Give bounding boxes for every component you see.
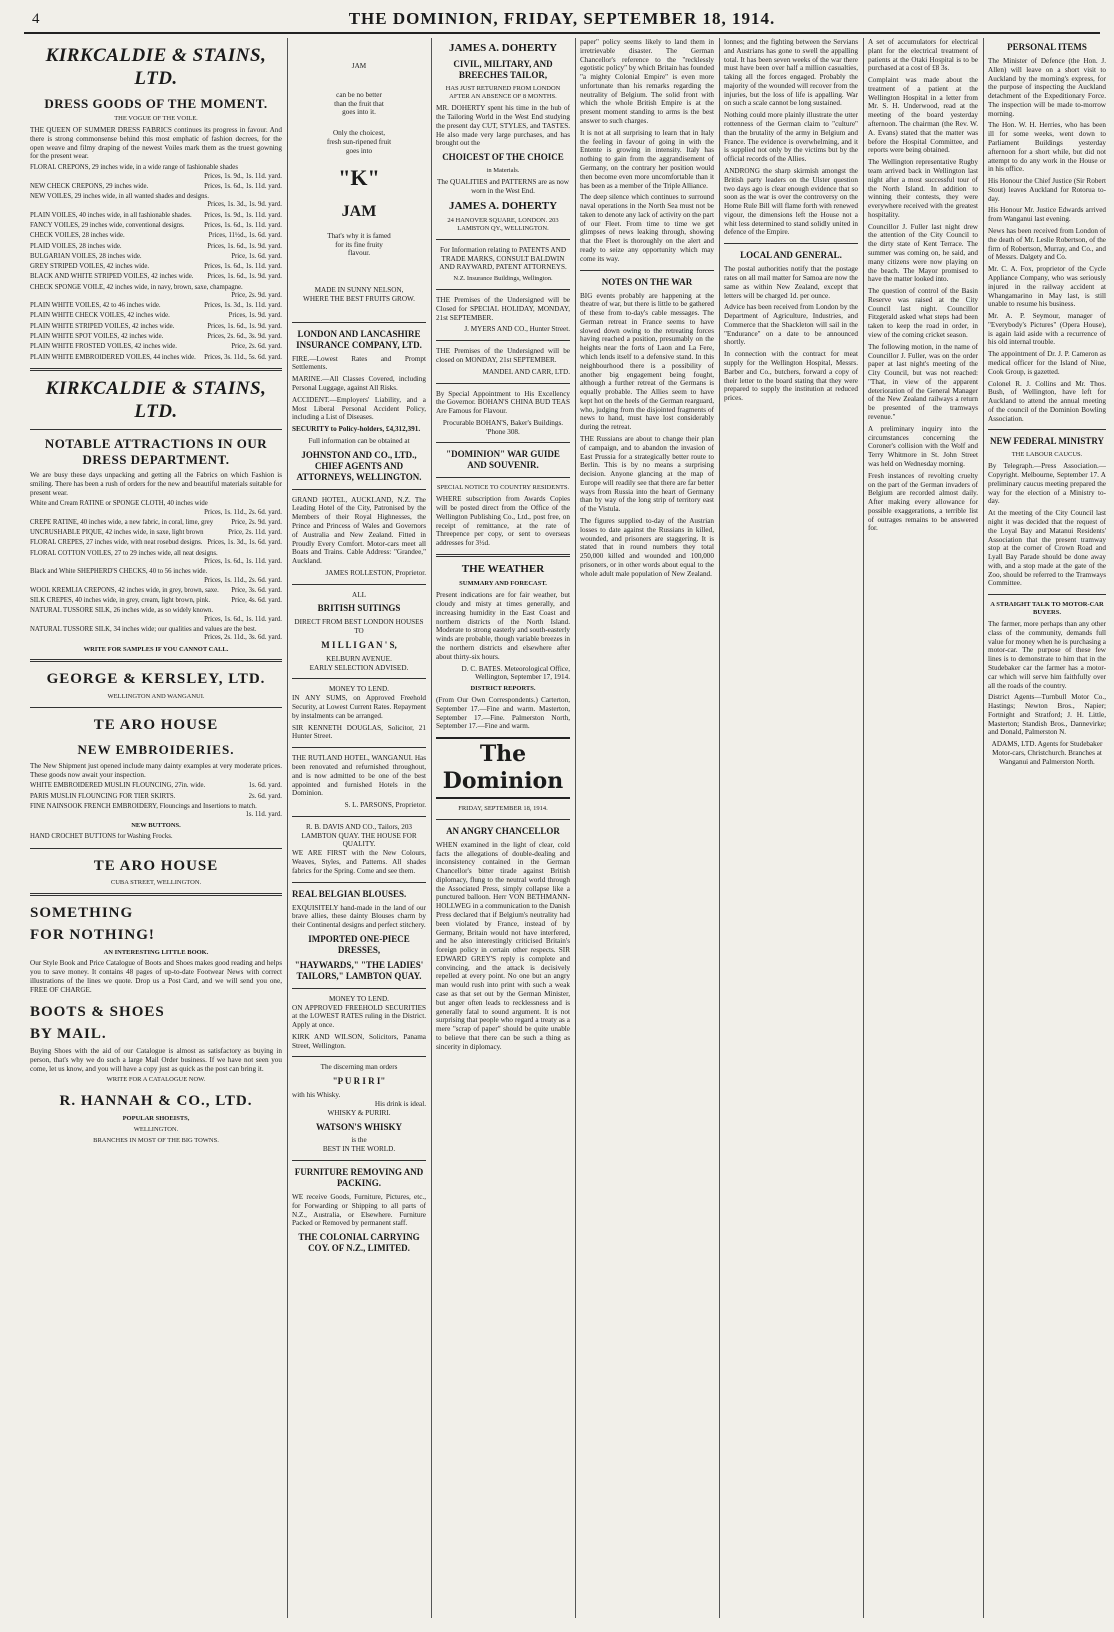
article-paragraph: Colonel R. J. Collins and Mr. Thos. Bush, of Wellington, have left for Auckland to attend the annual meeting of the council of the Dominion Bowling Association.: [988, 379, 1106, 423]
weather-text: Present indications are for fair weather, but cloudy and misty at times generally, and increasing humidity in the East Coast and northern districts of the North Island. Moderate to strong easterly and south-easterly winds are probable, though variable breezes in the northern districts and elsewhere after about thirty-six hours.: [436, 591, 570, 661]
price-item: PARIS MUSLIN FLOUNCING FOR TIER SKIRTS. 2s. 6d. yard.: [30, 792, 282, 800]
ad-address: 24 HANOVER SQUARE, LONDON. 203 LAMBTON QY., WELLINGTON.: [447, 216, 559, 232]
price-item: NATURAL TUSSORE SILK, 34 inches wide; our qualities and values are the best. Prices, 2s. 11d., 3s. 6d. yard.: [30, 625, 282, 642]
price-item: WOOL KREMLIA CREPONS, 42 inches wide, in grey, brown, saxe. Price, 3s. 6d. yard.: [30, 586, 282, 594]
ad-heading: "DOMINION" WAR GUIDE AND SOUVENIR.: [446, 449, 560, 471]
ad-signature: KIRK AND WILSON, Solicitors, Panama Street, Wellington.: [292, 1032, 426, 1050]
ad-subheading: AN INTERESTING LITTLE BOOK.: [103, 948, 209, 956]
price-item: PLAIN WHITE FROSTED VOILES, 42 inches wide. Price, 2s. 6d. yard.: [30, 343, 282, 351]
firm-subtitle: POPULAR SHOEISTS,: [122, 1114, 190, 1122]
column-1-advertisements: [30, 38, 282, 1618]
divider: [724, 243, 858, 244]
ad-heading: WATSON'S WHISKY: [316, 1121, 402, 1132]
section-heading: NEW FEDERAL MINISTRY: [989, 436, 1105, 447]
ad-text: FIRE.—Lowest Rates and Prompt Settlements.: [292, 354, 426, 372]
divider: [292, 322, 426, 323]
article-paragraph: The question of control of the Basin Reserve was raised at the City Council last night. Councillor Fitzgerald asked what steps had been taken to keep the road in order, in view of the coming cricket season.: [868, 287, 978, 339]
ad-text: MARINE.—All Classes Covered, including Personal Luggage, against All Risks.: [292, 375, 426, 392]
editorial-text: WHEN examined in the light of clear, cold facts the allegations of double-dealing and inconsistency contained in the German Chancellor's bitter tirade against British diplomacy, flung to the neutral world through the Associated Press, simply collapse like a punctured balloon. Herr VON BETHMANN-HOLLWEG in a communication to the Danish Press declared that if Belgium's neutrality had been violated by France, instead of by Germany, Britain would not have interfered, and he also interestingly criticised Britain's foreign policy in certain other respects. SIR EDWARD GREY'S reply is complete and convincing, and the attack is decisively repelled at every point. No one but an angry man would rush into print with such a weak case as that set out by the German Minister, but anger often leads to recklessness and is generally fatal to sound argument. It is not surprising that people who regard a treaty as a mere "scrap of paper" should be quite unable to believe that there can be such a thing as sincerity in diplomacy.: [436, 840, 570, 1051]
ad-text: Our Style Book and Price Catalogue of Boots and Shoes makes good reading and helps you to save money. It contains 48 pages of up-to-date Footwear News with correct illustrations of the lines we quote. Drop us a Post Card, and we will send you one, FREE OF CHARGE.: [30, 959, 282, 994]
ad-line: ALL: [352, 590, 366, 599]
ad-line: is the: [351, 1136, 367, 1145]
article-paragraph: Mr. A. P. Seymour, manager of "Everybody's Pictures" (Opera House), is again laid aside with a recurrence of his old internal trouble.: [988, 312, 1106, 347]
article-paragraph: THE Russians are about to change their plan of campaign, and to abandon the invasion of East Prussia for a strategically better route to Berlin. This is by no means a surprising decision. Anyone glancing at the map of Europe will readily see that there are far better ways from Russia into the heart of Germany than by way of the long strip of territory east of the Vistula.: [580, 435, 714, 514]
ad-text: WE receive Goods, Furniture, Pictures, etc., for Forwarding or Shipping to all parts of N.Z., Australia, or Elsewhere. Furniture Packed or Removed by permanent staff.: [292, 1192, 426, 1228]
divider: [30, 429, 282, 430]
divider: [436, 477, 570, 478]
article-paragraph: Complaint was made about the treatment of a patient at the Wellington Hospital in a letter from Mr. S. H. Underwood, read at the meeting of the board yesterday afternoon. The chairman (the Rev. W. A. Evans) stated that the matter was before the Hospital Committee, and reports were being obtained.: [868, 76, 978, 155]
jam-ad-line: can be no better: [336, 90, 382, 99]
article-paragraph: The appointment of Dr. J. P. Cameron as medical officer for the Island of Niue, Cook Group, is gazetted.: [988, 350, 1106, 376]
divider: [436, 340, 570, 341]
jam-ad-line: That's why it is famed: [327, 231, 391, 240]
divider: [30, 707, 282, 708]
ad-line: KELBURN AVENUE.: [326, 654, 392, 663]
ad-signature: S. L. PARSONS, Proprietor.: [344, 801, 426, 810]
article-paragraph: BIG events probably are happening at the theatre of war, but there is little to be gathered of these from to-day's cable messages. The German retreat in France seems to have slowed down owing to the retreating forces having reached a position, presumably on the heights near the forts of Laon and La Fere, which lends itself to a defensive stand. In this neighbourhood there is a possibility of another big engagement being fought, although a further retreat of the Germans is equally probable. The Allies seem to have kept hot on the heels of the German rearguard, who, judging from the disjointed fragments of news to hand, must have lost considerably during the retreat.: [580, 291, 714, 432]
ad-subheading: NEW BUTTONS.: [131, 822, 181, 830]
column-5: [724, 38, 858, 1618]
ad-heading: NEW EMBROIDERIES.: [77, 741, 235, 757]
ad-heading: SOMETHING: [30, 904, 134, 921]
ad-heading: NOTABLE ATTRACTIONS IN OUR DRESS DEPARTMENT.: [44, 436, 268, 468]
jam-word: JAM: [341, 203, 377, 221]
ad-text: IN ANY SUMS, on Approved Freehold Security, at Lowest Current Rates. Repayment by instalments can be arranged.: [292, 694, 426, 720]
column-rule: [719, 38, 720, 1618]
price-item: HAND CROCHET BUTTONS for Washing Frocks.: [30, 833, 173, 841]
divider: [292, 747, 426, 748]
ad-subheading: HAS JUST RETURNED FROM LONDON AFTER AN ABSENCE OF 8 MONTHS.: [445, 85, 561, 101]
ad-heading: R. B. DAVIS AND CO., Tailors, 203 LAMBTON QUAY. THE HOUSE FOR QUALITY.: [301, 822, 417, 849]
section-heading: LOCAL AND GENERAL.: [740, 250, 842, 261]
ad-signature: ADAMS, LTD. Agents for Studebaker Motor-cars, Christchurch. Branches at Wanganui and Palmerston North.: [991, 740, 1103, 766]
section-heading: NOTES ON THE WAR: [601, 276, 693, 287]
ad-text: Full information can be obtained at: [308, 436, 410, 445]
divider: [988, 594, 1106, 595]
divider: [436, 239, 570, 240]
ad-address: Procurable BOHAN'S, Baker's Buildings. 'Phone 308.: [442, 418, 564, 436]
article-paragraph: The Minister of Defence (the Hon. J. Allen) will leave on a short visit to Auckland by the morning's express, for the purpose of inspecting the Auckland detachment of the Expeditionary Force. The inspection will be made to-morrow morning.: [988, 56, 1106, 118]
price-item: CREPE RATINE, 40 inches wide, a new fabric, in coral, lime, grey Price, 2s. 9d. yard.: [30, 518, 282, 526]
divider: [292, 489, 426, 490]
ad-line: in Materials.: [486, 167, 520, 175]
firm-location: WELLINGTON AND WANGANUI.: [107, 692, 205, 700]
price-item: CHECK SPONGE VOILE, 42 inches wide, in navy, brown, saxe, champagne. Price, 2s. 9d. yard.: [30, 283, 282, 299]
column-4: [580, 38, 714, 1618]
divider: [292, 816, 426, 817]
column-rule: [863, 38, 864, 1618]
ad-line: BEST IN THE WORLD.: [322, 1145, 396, 1154]
ad-heading: MONEY TO LEND.: [329, 994, 389, 1003]
ad-heading: REAL BELGIAN BLOUSES.: [292, 888, 407, 899]
ad-subheading: CIVIL, MILITARY, AND BREECHES TAILOR,: [453, 59, 553, 81]
ad-heading: FOR NOTHING!: [30, 927, 155, 944]
divider: [580, 270, 714, 271]
section-subheading: THE LABOUR CAUCUS.: [1011, 451, 1083, 459]
ad-text: MR. DOHERTY spent his time in the hub of the Tailoring World in the West End studying the present day CUT, STYLES, and TASTES. He also made very large purchases, and has brought out the: [436, 104, 570, 148]
ad-address: N.Z. Insurance Buildings, Wellington.: [453, 275, 553, 283]
notice-text: THE Premises of the Undersigned will be closed on MONDAY, 21st SEPTEMBER.: [436, 347, 570, 364]
ad-line: EARLY SELECTION ADVISED.: [309, 663, 409, 672]
jam-brand: "K": [338, 165, 380, 191]
price-item: FLORAL CREPES, 27 inches wide, with neat rosebud designs. Prices, 1s. 3d., 1s. 6d. yard.: [30, 539, 282, 547]
divider: [30, 893, 282, 896]
article-paragraph: The deep silence which continues to surround naval operations in the North Sea must not be taken to denote any lack of activity on the part of our Fleet. From time to time we get glimpses of news leaking through, showing that the Fleet is thoroughly on the alert and ready to seize any opportunity which may come its way.: [580, 193, 714, 263]
price-item: SILK CREPES, 40 inches wide, in grey, cream, light brown, pink. Price, 4s. 6d. yard.: [30, 597, 282, 605]
article-paragraph: By Telegraph.—Press Association.—Copyright. Melbourne, September 17. A preliminary caucus meeting prepared the way for the election of a Ministry to-day.: [988, 462, 1106, 506]
notice-signature: J. MYERS AND CO., Hunter Street.: [464, 325, 570, 334]
ad-text: ACCIDENT.—Employers' Liability, and a Most Liberal Personal Accident Policy, including a List of Diseases.: [292, 395, 426, 422]
divider: [292, 882, 426, 883]
price-item: NATURAL TUSSORE SILK, 26 inches wide, as so widely known. Prices, 1s. 6d., 1s. 11d. yard.: [30, 607, 282, 623]
notice-text: THE Premises of the Undersigned will be Closed for SPECIAL HOLIDAY, MONDAY, 21st SEPTEMBER.: [436, 296, 570, 322]
ad-intro: We are busy these days unpacking and getting all the Fabrics on which Fashion is smiling. There has been a rush of orders for the new and beautiful materials suitable for present wear.: [30, 470, 282, 497]
divider: [30, 848, 282, 849]
ad-call-to-action: WRITE FOR SAMPLES IF YOU CANNOT CALL.: [83, 645, 229, 653]
price-item: FLORAL COTTON VOILES, 27 to 29 inches wide, all neat designs. Prices, 1s. 6d., 1s. 11d. yard.: [30, 549, 282, 565]
firm-location: WELLINGTON.: [133, 1125, 179, 1133]
divider: [436, 383, 570, 384]
column-7: [988, 38, 1106, 1618]
ad-heading: IMPORTED ONE-PIECE DRESSES,: [308, 933, 410, 955]
article-paragraph: Nothing could more plainly illustrate the utter rottenness of the German claim to "culture" than the brutality of the army in Belgium and France. The evidence is overwhelming, and it is supplied not only by the victims but by the official records of the Allies.: [724, 111, 858, 164]
column-2-advertisements: [292, 38, 426, 1618]
ad-text: THE RUTLAND HOTEL, WANGANUI. Has been renovated and refurnished throughout, and is now admitted to be one of the best appointed and furnished Hotels in the Dominion.: [292, 754, 426, 798]
ad-signature: SIR KENNETH DOUGLAS, Solicitor, 21 Hunter Street.: [292, 723, 426, 741]
jam-ad-line: flavour.: [347, 249, 371, 258]
ad-heading: BOOTS & SHOES: [30, 1003, 165, 1020]
ad-line: WHISKY & PURIRI.: [327, 1108, 391, 1117]
price-item: FANCY VOILES, 29 inches wide, conventional designs. Prices, 1s. 6d., 1s. 11d. yard.: [30, 221, 282, 229]
article-paragraph: lonnes; and the fighting between the Servians and Austrians has gone to swell the appalling total. It has been seven weeks of the war there must have been over half a million casualties, taking all the forces engaged. Probably the majority of the wounded will recover from the injuries, but the loss of life is appalling. War on such a scale cannot be long sustained.: [724, 38, 858, 108]
price-item: FINE NAINSOOK FRENCH EMBROIDERY, Flouncings and Insertions to match. 1s. 11d. yard.: [30, 802, 282, 819]
jam-ad-line: for its fine fruity: [335, 240, 383, 249]
firm-name: KIRKCALDIE & STAINS, LTD.: [45, 45, 267, 90]
ad-heading: THE COLONIAL CARRYING COY. OF N.Z., LIMITED.: [298, 1232, 420, 1254]
divider: [30, 659, 282, 662]
notice-signature: MANDEL AND CARR, LTD.: [482, 367, 570, 376]
divider: [292, 1160, 426, 1161]
section-subheading: SUMMARY AND FORECAST.: [459, 580, 547, 588]
ad-heading: M I L L I G A N ' S,: [321, 639, 397, 650]
column-rule: [431, 38, 432, 1618]
price-item: PLAIN VOILES, 40 inches wide, in all fashionable shades. Prices, 1s. 9d., 1s. 11d. yard.: [30, 211, 282, 219]
firm-name: GEORGE & KERSLEY, LTD.: [46, 671, 266, 688]
jam-ad-line: goes into it.: [342, 108, 376, 117]
article-paragraph: The postal authorities notify that the postage rates on all mail matter for Samoa are now the same as within New Zealand, except that letters will be charged 1d. per ounce.: [724, 265, 858, 300]
ad-text: Buying Shoes with the aid of our Catalogue is almost as satisfactory as buying in person, that's why we do such a large Mail Order business. If we have not seen you come, let us know, and you will have a copy just as quick as the post can bring it.: [30, 1047, 282, 1073]
price-item: BLACK AND WHITE STRIPED VOILES, 42 inches wide. Prices, 1s. 6d., 1s. 9d. yard.: [30, 273, 282, 281]
ad-heading: FURNITURE REMOVING AND PACKING.: [294, 1167, 424, 1188]
price-item: Black and White SHEPHERD'S CHECKS, 40 to 56 inches wide. Prices, 1s. 11d., 2s. 6d. yard.: [30, 568, 282, 584]
price-item: PLAIN WHITE VOILES, 42 to 46 inches wide. Prices, 1s. 3d., 1s. 11d. yard.: [30, 302, 282, 310]
ad-heading: "HAYWARDS," "THE LADIES' TAILORS," LAMBTON QUAY.: [294, 959, 424, 981]
article-paragraph: In connection with the contract for meat supply for the Wellington Hospital, Messrs. Barber and Co., butchers, forward a copy of their letter to the board stating that they were prepared to supply the institution at reduced prices.: [724, 350, 858, 403]
article-paragraph: At the meeting of the City Council last night it was decided that the request of the Loyal Bay and Matanui Residents' Association that the present tramway stop at the corner of Crown Road and Lyall Bay Parade should be done away with, and a stop made at the gate of the Zoo, should be referred to the Tramways Committee.: [988, 509, 1106, 588]
ad-heading: DRESS GOODS OF THE MOMENT.: [44, 96, 268, 112]
masthead: [24, 8, 1100, 34]
price-item: PLAID VOILES, 28 inches wide. Prices, 1s. 6d., 1s. 9d. yard.: [30, 242, 282, 250]
divider: [436, 442, 570, 443]
article-paragraph: The following motion, in the name of Councillor J. Fuller, was on the order paper at last night's meeting of the City Council, but was not reached: "That, in view of the apparent deterioration of the General Manager of the New Zealand railways a return be presented of the tramways revenue.": [868, 342, 978, 422]
newspaper-page: [4, 4, 1110, 1624]
ad-heading: JAMES A. DOHERTY: [448, 42, 558, 54]
ad-heading: MONEY TO LEND.: [329, 685, 389, 694]
column-rule: [287, 38, 288, 1618]
ad-text: EXQUISITELY hand-made in the land of our brave allies, these dainty Blouses charm by their Continental designs and perfect stitchery.: [292, 903, 426, 930]
ad-intro: THE QUEEN OF SUMMER DRESS FABRICS continues its progress in favour. And there is strong commonsense behind this most emphatic of fashion decrees, for the open weave and filmy draping of the newest Voiles mark them as the truest gowning for the present wear.: [30, 126, 282, 161]
ad-text: The farmer, more perhaps than any other class of the community, demands full value for money when he is purchasing a motor-car. The purpose of these few lines is to demonstrate to him that in the Studebaker car the farmer has a motor-car which will serve him faithfully over all the roads of the country.: [988, 620, 1106, 690]
ad-line: The discerning man orders: [320, 1063, 398, 1072]
ad-line: with his Whisky.: [292, 1091, 341, 1100]
ad-heading: LONDON AND LANCASHIRE INSURANCE COMPANY, LTD.: [296, 328, 422, 350]
newspaper-title: THE DOMINION, FRIDAY, SEPTEMBER 18, 1914.: [348, 9, 776, 28]
firm-location: CUBA STREET, WELLINGTON.: [110, 878, 202, 886]
jam-ad-line: fresh sun-ripened fruit: [326, 137, 392, 146]
editorial-title: AN ANGRY CHANCELLOR: [446, 825, 560, 836]
article-paragraph: The figures supplied to-day of the Austrian losses to date against the Russians in killed, wounded, and prisoners are staggering. It is stated that in round numbers they total 250,000 killed and wounded and 100,000 prisoners, or in other words about equal to the whole adult male population of New Zealand.: [580, 517, 714, 578]
article-paragraph: The Hon. W. H. Herries, who has been ill for some weeks, went down to Parliament Buildings yesterday afternoon for a short while, but did not attempt to do any work in the House or in his office.: [988, 121, 1106, 174]
jam-ad-line: Only the choicest,: [332, 129, 386, 138]
article-paragraph: It is not at all surprising to learn that in Italy the feeling in favour of going in with the Entente is growing in intensity. Italy has nothing to gain from the aggrandisement of Germany, on the contrary her position would then become even more uncomfortable than it has been as a member of the Triple Alliance.: [580, 128, 714, 190]
article-paragraph: His Honour the Chief Justice (Sir Robert Stout) leaves Auckland for Rotorua to-day.: [988, 177, 1106, 203]
price-item: GREY STRIPED VOILES, 42 inches wide. Prices, 1s. 6d., 1s. 11d. yard.: [30, 263, 282, 271]
ad-heading: BRITISH SUITINGS: [317, 603, 401, 614]
jam-ad-line: goes into: [345, 146, 373, 155]
column-6: [868, 38, 978, 1618]
firm-name: KIRKCALDIE & STAINS, LTD.: [45, 377, 267, 423]
article-paragraph: ANDRONG the sharp skirmish amongst the British party leaders on the Ulster question two days ago is clear enough evidence that so soon as the war is over the controversy on the Home Rule Bill will flame forth with renewed vigour, the dimensions left the House not a whit less determined to stand solidly united in defence of the Empire.: [724, 166, 858, 237]
price-item: WHITE EMBROIDERED MUSLIN FLOUNCING, 27in. wide. 1s. 6d. yard.: [30, 782, 282, 790]
jam-ad-line: than the fruit that: [334, 99, 384, 108]
page-number: 4: [32, 11, 40, 27]
article-paragraph: His Honour Mr. Justice Edwards arrived from Wanganui last evening.: [988, 206, 1106, 224]
divider: [30, 368, 282, 371]
article-paragraph: Mr. C. A. Fox, proprietor of the Cycle Appliance Company, who was seriously injured in the railway accident at Whangamarino in May last, is still unable to resume his business.: [988, 265, 1106, 309]
price-item: NEW CHECK CREPONS, 29 inches wide. Prices, 1s. 6d., 1s. 11d. yard.: [30, 182, 282, 190]
price-list: [30, 164, 282, 362]
ad-text: SECURITY to Policy-holders, £4,312,391.: [292, 425, 421, 434]
jam-ad-line: JAM: [351, 62, 367, 70]
article-paragraph: A preliminary inquiry into the circumstances concerning the Coroner's collision with the Wolf and Terry Whitmore in St. John Street was held on Wednesday morning.: [868, 424, 978, 468]
ad-line: DIRECT FROM BEST LONDON HOUSES TO: [294, 618, 424, 636]
divider: [292, 678, 426, 679]
firm-name: TE ARO HOUSE: [93, 716, 219, 733]
ad-heading: JAMES A. DOHERTY: [448, 199, 558, 212]
column-3: [436, 38, 570, 1618]
divider: [292, 988, 426, 989]
price-item: NEW VOILES, 29 inches wide, in all wanted shades and designs. Prices, 1s. 3d., 1s. 9d. yard.: [30, 193, 282, 209]
ad-text: District Agents—Turnbull Motor Co., Hastings; Newton Bros., Napier; Fortnight and Stratford; J. H. Little, Masterton; Standish Bros., Dannevirke; and Donald, Palmerston N.: [988, 693, 1106, 737]
ad-text: GRAND HOTEL, AUCKLAND, N.Z. The Leading Hotel of the City, Patronised by the Members of their Royal Highnesses, the Prince and Princess of Wales and Governors of Australia and New Zealand. Fitted in Proudly Every Comfort. Motor-cars meet all Boats and Trains. Cable Address: "Grandee," Auckland.: [292, 495, 426, 566]
section-subheading: DISTRICT REPORTS.: [470, 685, 536, 693]
firm-branches: BRANCHES IN MOST OF THE BIG TOWNS.: [93, 1136, 219, 1144]
ad-text: WE ARE FIRST with the New Colours, Weaves, Styles, and Patterns. All shades fabrics for the Spring. Come and see them.: [292, 849, 426, 875]
divider: [988, 429, 1106, 430]
ad-heading: BY MAIL.: [30, 1025, 107, 1042]
notice-text: WHERE subscription from Awards Copies will be posted direct from the Office of the Wellington Publishing Co., Ltd., post free, on receipt of remittance, at the rate of Threepence per copy, or sent to overseas addresses for 3½d.: [436, 495, 570, 548]
article-paragraph: Councillor J. Fuller last night drew the attention of the City Council to the dirty state of Kent Terrace. The summer was coming on, he said, and many citizens were now playing on the beach. The Mayor promised to have the matter looked into.: [868, 222, 978, 284]
price-list: [30, 500, 282, 642]
section-heading: THE WEATHER: [461, 562, 545, 575]
article-paragraph: Advice has been received from London by the Department of Agriculture, Industries, and Commerce that the Shackleton will sail in the "Endurance" on a date to be announced shortly.: [724, 303, 858, 347]
ad-signature: JAMES ROLLESTON, Proprietor.: [325, 568, 426, 577]
price-item: PLAIN WHITE SPOT VOILES, 42 inches wide. Prices, 2s. 6d., 3s. 9d. yard.: [30, 333, 282, 341]
ad-text: The QUALITIES and PATTERNS are as now worn in the West End.: [437, 177, 569, 195]
ad-heading: A STRAIGHT TALK TO MOTOR-CAR BUYERS.: [990, 601, 1104, 617]
jam-ad-line: MADE IN SUNNY NELSON,: [314, 286, 404, 295]
firm-name: TE ARO HOUSE: [93, 857, 219, 874]
district-text: (From Our Own Correspondents.) Carterton, September 17.—Fine and warm. Masterton, September 17.—Fine. Palmerston North, September 17.—Fine and warm.: [436, 696, 570, 731]
price-item: PLAIN WHITE CHECK VOILES, 42 inches wide. Prices, 1s. 9d. yard.: [30, 312, 282, 320]
column-rule: [575, 38, 576, 1618]
ad-heading: "P U R I R I": [332, 1076, 386, 1087]
divider: [436, 554, 570, 557]
ad-call-to-action: WRITE FOR A CATALOGUE NOW.: [106, 1076, 206, 1084]
editorial-date: FRIDAY, SEPTEMBER 18, 1914.: [458, 804, 548, 812]
ad-agent: JOHNSTON AND CO., LTD., CHIEF AGENTS AND ATTORNEYS, WELLINGTON.: [296, 449, 422, 482]
price-item: PLAIN WHITE STRIPED VOILES, 42 inches wide. Prices, 1s. 6d., 1s. 9d. yard.: [30, 322, 282, 330]
section-heading: PERSONAL ITEMS: [1007, 42, 1087, 52]
price-item: PLAIN WHITE EMBROIDERED VOILES, 44 inches wide. Prices, 3s. 11d., 5s. 6d. yard.: [30, 353, 282, 361]
divider: [292, 584, 426, 585]
jam-ad-line: WHERE THE BEST FRUITS GROW.: [303, 294, 415, 303]
dominion-banner: The Dominion: [436, 737, 570, 799]
ad-heading: CHOICEST OF THE CHOICE: [442, 152, 564, 163]
article-paragraph: The Wellington representative Rugby team arrived back in Wellington last night after a most successful tour of the North Island. In addition to winning their contests, they were everywhere received with the greatest hospitality.: [868, 158, 978, 219]
divider: [436, 819, 570, 820]
price-item: UNCRUSHABLE PIQUE, 42 inches wide, in saxe, light brown Price, 2s. 11d. yard.: [30, 529, 282, 537]
ad-intro: The New Shipment just opened include many dainty examples at very moderate prices. These goods now await your inspection.: [30, 761, 282, 779]
weather-signature: D. C. BATES. Meteorological Office, Wellington, September 17, 1914.: [461, 664, 570, 682]
article-paragraph: A set of accumulators for electrical plant for the electrical treatment of patients at the Otaki Hospital is to be purchased at a cost of £8 3s.: [868, 38, 978, 73]
column-rule: [983, 38, 984, 1618]
price-item: FLORAL CREPONS, 29 inches wide, in a wide range of fashionable shades Prices, 1s. 9d., 1s. 11d. yard.: [30, 164, 282, 180]
price-item: BULGARIAN VOILES, 28 inches wide. Price, 1s. 6d. yard.: [30, 252, 282, 260]
price-item: White and Cream RATINE or SPONGE CLOTH, 40 inches wide Prices, 1s. 11d., 2s. 6d. yard.: [30, 500, 282, 516]
divider: [436, 289, 570, 290]
article-paragraph: News has been received from London of the death of Mr. Leslie Robertson, of the firm of Robertson, Murray, and Co., and of Messrs. Dalgety and Co.: [988, 227, 1106, 262]
notice-heading: SPECIAL NOTICE TO COUNTRY RESIDENTS.: [436, 484, 570, 492]
ad-text: ON APPROVED FREEHOLD SECURITIES at the LOWEST RATES ruling in the District. Apply at once.: [292, 1003, 426, 1030]
article-paragraph: Fresh instances of revolting cruelty on the part of the German invaders of Belgium are recorded almost daily. After making every allowance for possible exaggerations, a terrible list of outrages remains to be answered for.: [868, 471, 978, 533]
ad-line: His drink is ideal.: [374, 1099, 426, 1108]
divider: [292, 1056, 426, 1057]
article-paragraph: paper" policy seems likely to land them in irretrievable disaster. The German Chancellor's reference to the "recklessly egotistic policy" by which Britain has founded "a mighty Colonial Empire" is even more unfortunate than his remarks regarding the neutrality of Belgium. The solid front with which the whole British Empire is at the present moment standing to arms is the best answer to such charges.: [580, 38, 714, 126]
price-item: CHECK VOILES, 28 inches wide. Prices, 11½d., 1s. 6d. yard.: [30, 232, 282, 240]
ad-subheading: THE VOGUE OF THE VOILE.: [114, 115, 198, 123]
ad-text: For Information relating to PATENTS AND TRADE MARKS, CONSULT BALDWIN AND RAYWARD, PATENT ATTORNEYS.: [439, 245, 567, 272]
firm-name: R. HANNAH & CO., LTD.: [59, 1093, 253, 1110]
ad-text: By Special Appointment to His Excellency the Governor. BOHAN'S CHINA BUD TEAS Are Famous for Flavour.: [436, 389, 570, 416]
